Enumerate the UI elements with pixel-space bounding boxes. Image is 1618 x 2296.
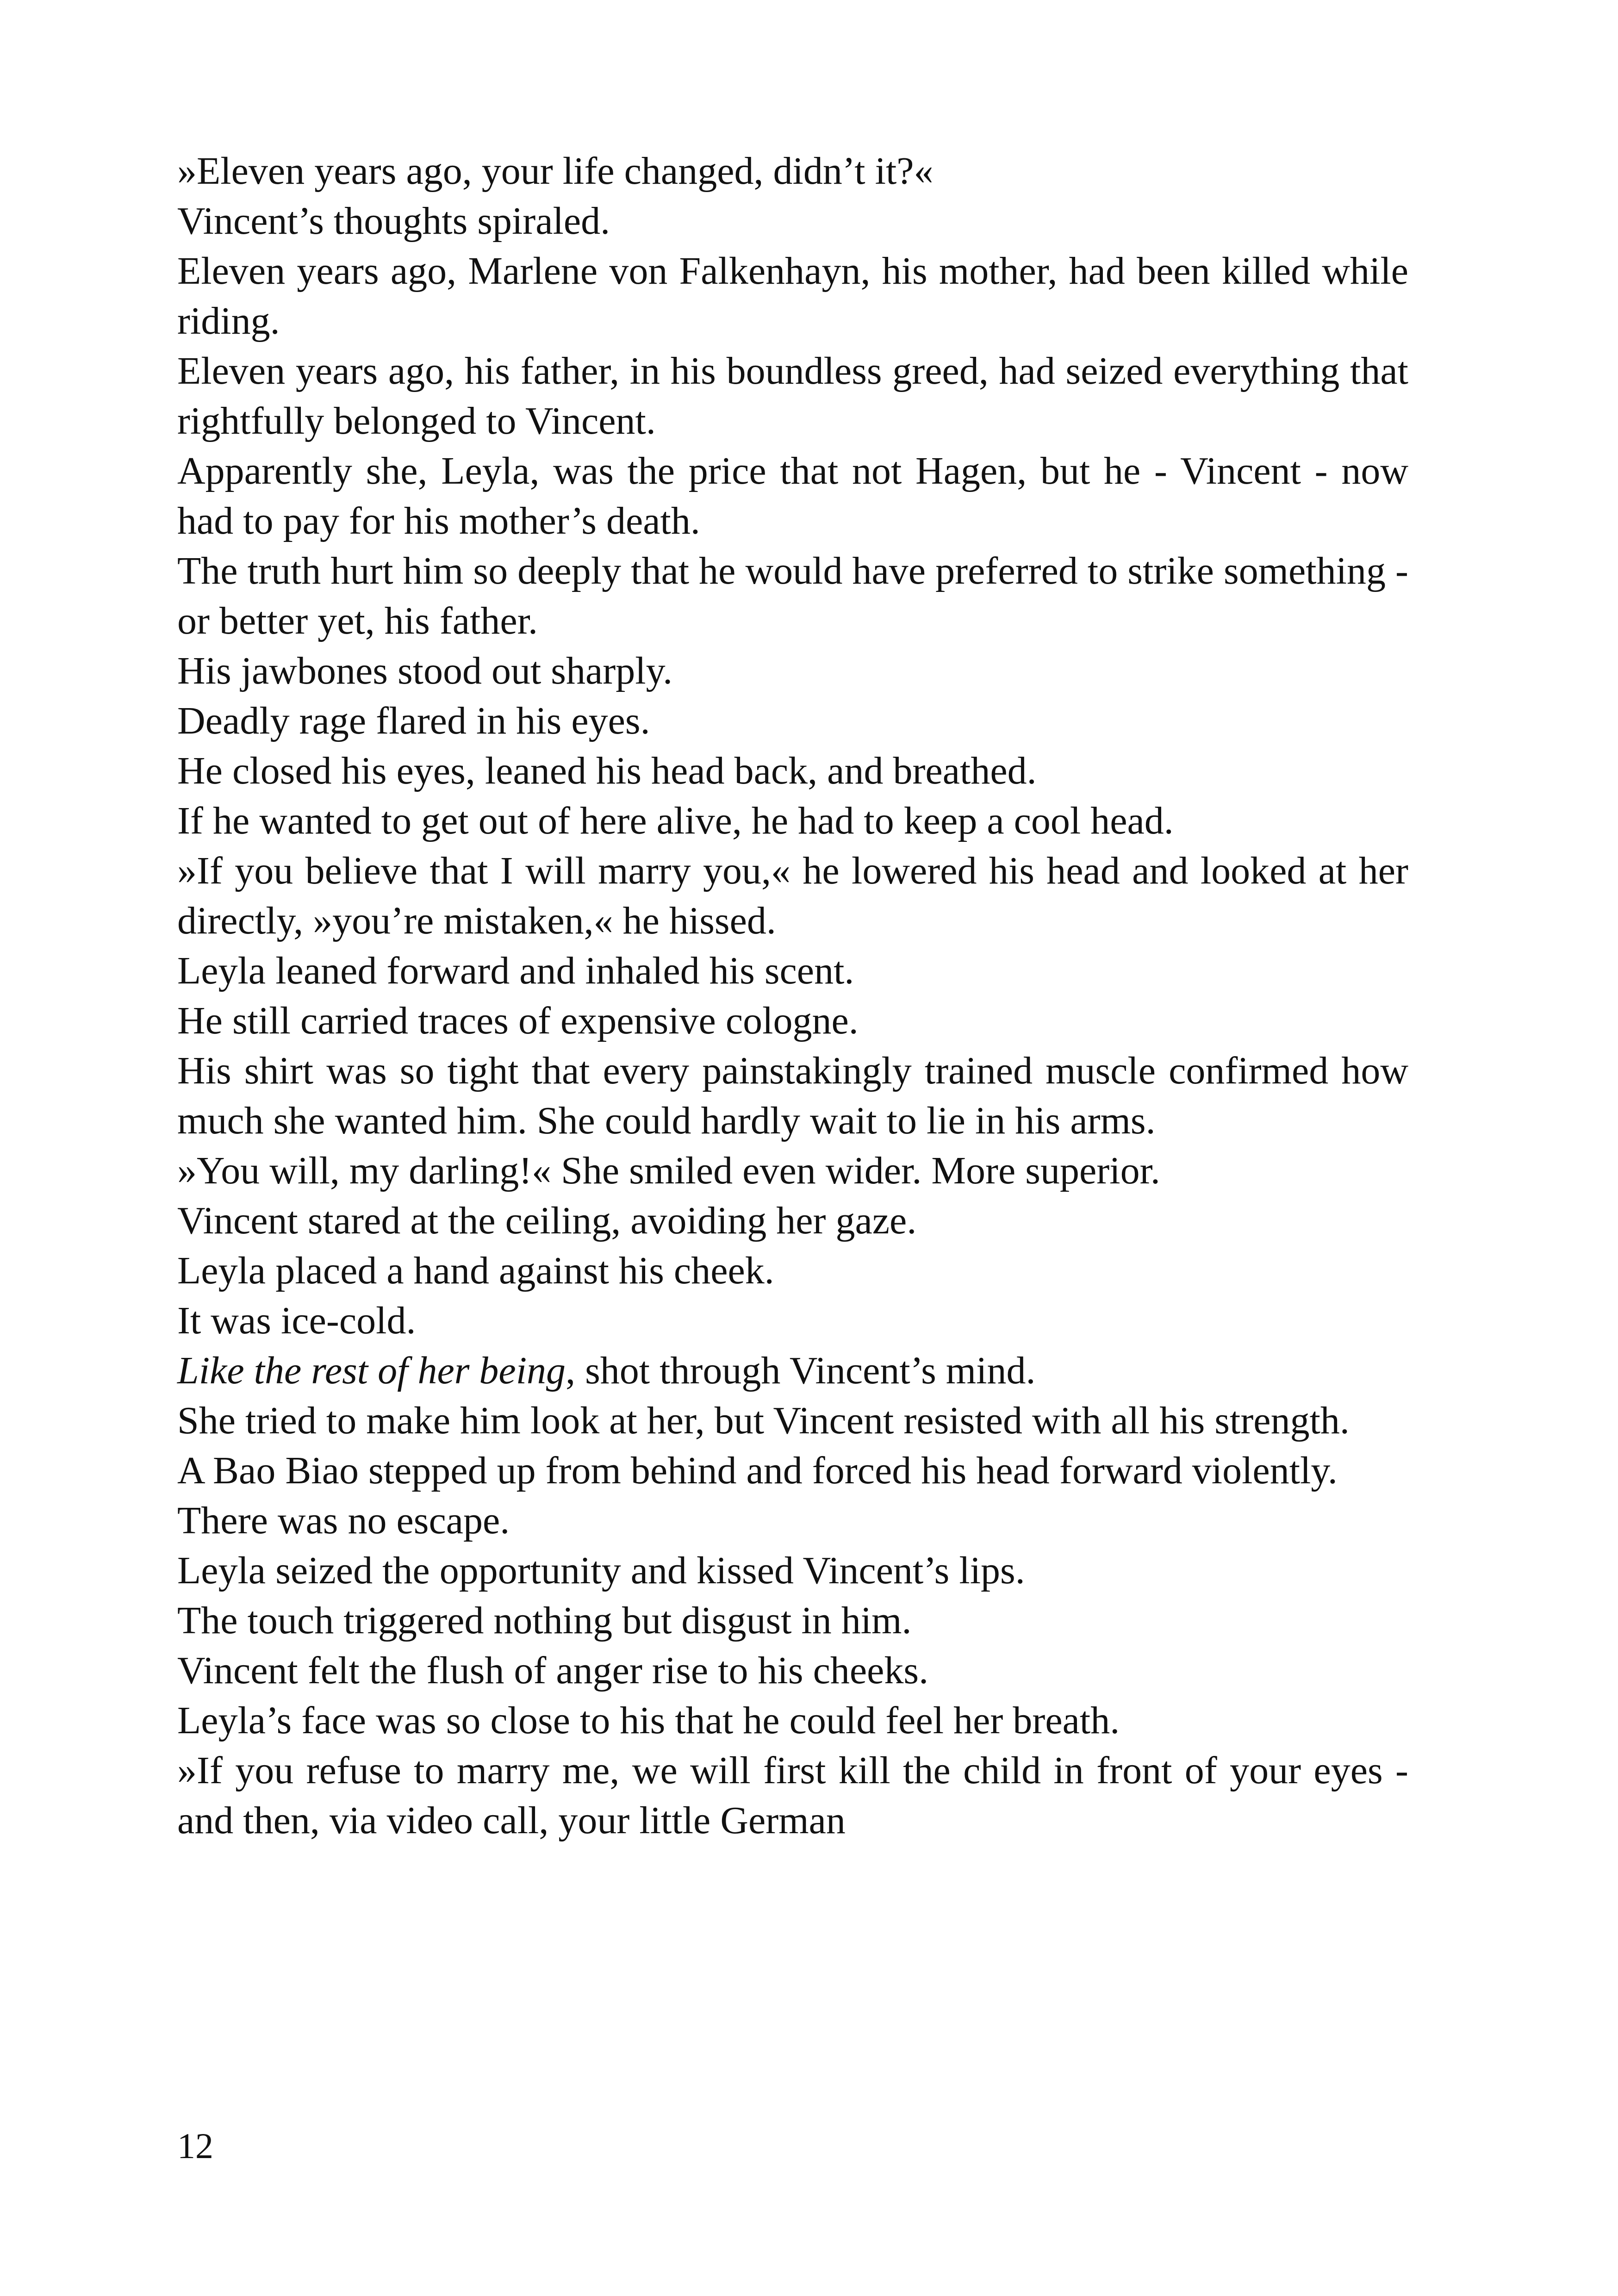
paragraph: Deadly rage flared in his eyes. xyxy=(177,699,650,742)
paragraph: He closed his eyes, leaned his head back, and breathed. xyxy=(177,749,1037,792)
paragraph: His jawbones stood out sharply. xyxy=(177,649,673,692)
paragraph: Eleven years ago, his father, in his boundless greed, had seized everything that rightfully belonged to Vincent. xyxy=(177,349,1408,442)
page-number: 12 xyxy=(177,2126,213,2166)
paragraph: The touch triggered nothing but disgust in him. xyxy=(177,1599,912,1642)
paragraph: His shirt was so tight that every painstakingly trained muscle confirmed how much she wanted him. She could hardly wait to lie in his arms. xyxy=(177,1049,1408,1142)
paragraph-continuation: , shot through Vincent’s mind. xyxy=(566,1349,1036,1392)
paragraph: Leyla’s face was so close to his that he could feel her breath. xyxy=(177,1699,1120,1742)
paragraph: If he wanted to get out of here alive, he had to keep a cool head. xyxy=(177,799,1174,842)
paragraph: It was ice-cold. xyxy=(177,1299,416,1342)
paragraph: He still carried traces of expensive cologne. xyxy=(177,999,859,1042)
paragraph: »If you refuse to marry me, we will first kill the child in front of your eyes - and then, via video call, your little German xyxy=(177,1749,1408,1842)
paragraph: She tried to make him look at her, but Vincent resisted with all his strength. xyxy=(177,1399,1350,1442)
paragraph: Vincent felt the flush of anger rise to his cheeks. xyxy=(177,1649,929,1692)
paragraph: »Eleven years ago, your life changed, didn’t it?« xyxy=(177,149,933,193)
italic-phrase: Like the rest of her being xyxy=(177,1349,566,1392)
paragraph: There was no escape. xyxy=(177,1499,510,1542)
paragraph: Leyla placed a hand against his cheek. xyxy=(177,1249,774,1292)
paragraph: Vincent’s thoughts spiraled. xyxy=(177,199,610,243)
paragraph: »If you believe that I will marry you,« he lowered his head and looked at her directly, »you’re mistaken,« he hissed. xyxy=(177,849,1408,942)
paragraph: Eleven years ago, Marlene von Falkenhayn, his mother, had been killed while riding. xyxy=(177,249,1408,342)
paragraph: Leyla leaned forward and inhaled his scent. xyxy=(177,949,854,992)
paragraph: Vincent stared at the ceiling, avoiding her gaze. xyxy=(177,1199,917,1242)
paragraph: Apparently she, Leyla, was the price that not Hagen, but he - Vincent - now had to pay for his mother’s death. xyxy=(177,449,1408,542)
paragraph: The truth hurt him so deeply that he would have preferred to strike something - or better yet, his father. xyxy=(177,549,1408,642)
body-text xyxy=(177,146,1408,1846)
paragraph: A Bao Biao stepped up from behind and forced his head forward violently. xyxy=(177,1449,1338,1492)
paragraph-with-italic xyxy=(177,1346,1408,1396)
paragraph: Leyla seized the opportunity and kissed Vincent’s lips. xyxy=(177,1549,1025,1592)
paragraph: »You will, my darling!« She smiled even wider. More superior. xyxy=(177,1149,1160,1192)
